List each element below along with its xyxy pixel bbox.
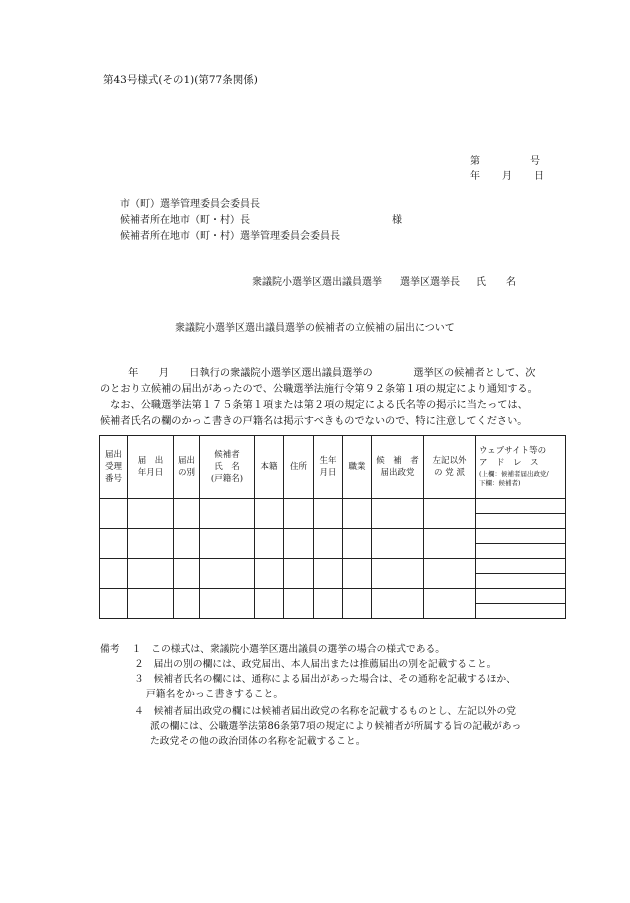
table-cell [255, 589, 284, 619]
notes-line: 備考 １ この様式は、衆議院小選挙区選出議員の選挙の場合の様式である。 [100, 644, 446, 655]
header-domicile: 本籍 [255, 436, 284, 499]
table-header-row [100, 436, 566, 499]
header-website: ウェブサイト等の ア ド レ ス (上欄：候補者届出政党/ 下欄：候補者) [476, 436, 566, 499]
table-cell [200, 529, 255, 559]
table-cell [343, 499, 372, 529]
table-cell [424, 529, 476, 559]
table-cell [200, 559, 255, 589]
table-cell [174, 499, 200, 529]
candidate-table [99, 435, 566, 619]
header-filing-type: 届出 の別 [174, 436, 200, 499]
table-cell [128, 559, 174, 589]
table-cell [372, 529, 424, 559]
website-party-cell [476, 559, 566, 574]
notes-line: 派の欄には、公職選挙法第86条第7項の規定により候補者が所属する旨の記載があっ [150, 721, 522, 732]
header-birthdate: 生年 月日 [314, 436, 343, 499]
website-candidate-cell [476, 574, 566, 589]
notes-line: た政党その他の政治団体の名称を記載すること。 [150, 736, 366, 747]
table-cell [128, 529, 174, 559]
body-line: 候補者氏名の欄のかっこ書きの戸籍名は掲示すべきものでないので、特に注意してください。 [100, 416, 528, 427]
table-cell [372, 499, 424, 529]
table-row [100, 559, 566, 574]
addressee-mayor: 候補者所在地市（町・村）長 [120, 215, 250, 226]
table-cell [255, 499, 284, 529]
table-cell [284, 589, 314, 619]
table-cell [343, 559, 372, 589]
notes-label: 備考 [100, 644, 120, 655]
table-cell [314, 589, 343, 619]
table-cell [255, 529, 284, 559]
table-cell [284, 529, 314, 559]
table-cell [128, 499, 174, 529]
table-cell [128, 589, 174, 619]
doc-number-suffix: 号 [530, 156, 540, 167]
header-filing-date: 届 出 年月日 [128, 436, 174, 499]
table-cell [372, 589, 424, 619]
document-number-line [470, 152, 540, 167]
date-line [470, 167, 544, 182]
table-cell [343, 529, 372, 559]
notes-line: 戸籍名をかっこ書きすること。 [146, 689, 284, 700]
body-line: 年 月 日執行の衆議院小選挙区選出議員選挙の 選挙区の候補者として、次 [118, 368, 536, 379]
form-number: 第43号様式(その1)(第77条関係) [103, 74, 258, 86]
body-line: のとおり立候補の届出があったので、公職選挙法施行令第９２条第１項の規定により通知する。 [100, 384, 538, 395]
header-address: 住所 [284, 436, 314, 499]
doc-number-prefix: 第 [470, 156, 480, 167]
sender-election: 衆議院小選挙区選出議員選挙 [252, 277, 382, 288]
table-cell [314, 499, 343, 529]
table-cell [372, 559, 424, 589]
header-candidate-name: 候補者 氏 名 (戸籍名) [200, 436, 255, 499]
website-candidate-cell [476, 604, 566, 619]
sender-name-label: 氏 名 [476, 277, 516, 288]
addressee-city-commission: 市（町）選挙管理委員会委員長 [120, 199, 260, 210]
website-party-cell [476, 529, 566, 544]
table-cell [174, 529, 200, 559]
honorific: 様 [392, 215, 402, 226]
table-cell [424, 559, 476, 589]
notes-line: ３ 候補者氏名の欄には、通称による届出があった場合は、その通称を記載するほか、 [134, 674, 516, 685]
addressee-local-commission: 候補者所在地市（町・村）選挙管理委員会委員長 [120, 231, 340, 242]
website-party-cell [476, 499, 566, 514]
table-cell [284, 559, 314, 589]
table-cell [174, 589, 200, 619]
date-month: 月 [502, 171, 512, 182]
table-cell [424, 499, 476, 529]
header-party: 候 補 者 届出政党 [372, 436, 424, 499]
table-cell [100, 589, 128, 619]
website-candidate-cell [476, 544, 566, 559]
date-year: 年 [470, 171, 480, 182]
table-cell [314, 529, 343, 559]
notes-line: ４ 候補者届出政党の欄には候補者届出政党の名称を記載するものとし、左記以外の党 [134, 706, 517, 717]
table-row [100, 589, 566, 604]
table-row [100, 499, 566, 514]
table-cell [343, 589, 372, 619]
document-subject: 衆議院小選挙区選出議員選挙の候補者の立候補の届出について [175, 323, 455, 334]
body-line: なお、公職選挙法第１７５条第１項または第２項の規定による氏名等の掲示に当たっては、 [100, 400, 528, 411]
table-cell [174, 559, 200, 589]
table-cell [314, 559, 343, 589]
header-occupation: 職業 [343, 436, 372, 499]
table-cell [284, 499, 314, 529]
table-cell [255, 559, 284, 589]
table-cell [200, 589, 255, 619]
table-cell [200, 499, 255, 529]
header-receipt-number: 届出 受理 番号 [100, 436, 128, 499]
website-party-cell [476, 589, 566, 604]
table-cell [100, 499, 128, 529]
sender-line [252, 273, 516, 288]
table-row [100, 529, 566, 544]
table-cell [100, 529, 128, 559]
header-other-party: 左記以外 の 党 派 [424, 436, 476, 499]
sender-district: 選挙区選挙長 [400, 277, 460, 288]
date-day: 日 [534, 171, 544, 182]
website-candidate-cell [476, 514, 566, 529]
notes-line: ２ 届出の別の欄には、政党届出、本人届出または推薦届出の別を記載すること。 [134, 659, 497, 670]
table-cell [424, 589, 476, 619]
table-cell [100, 559, 128, 589]
